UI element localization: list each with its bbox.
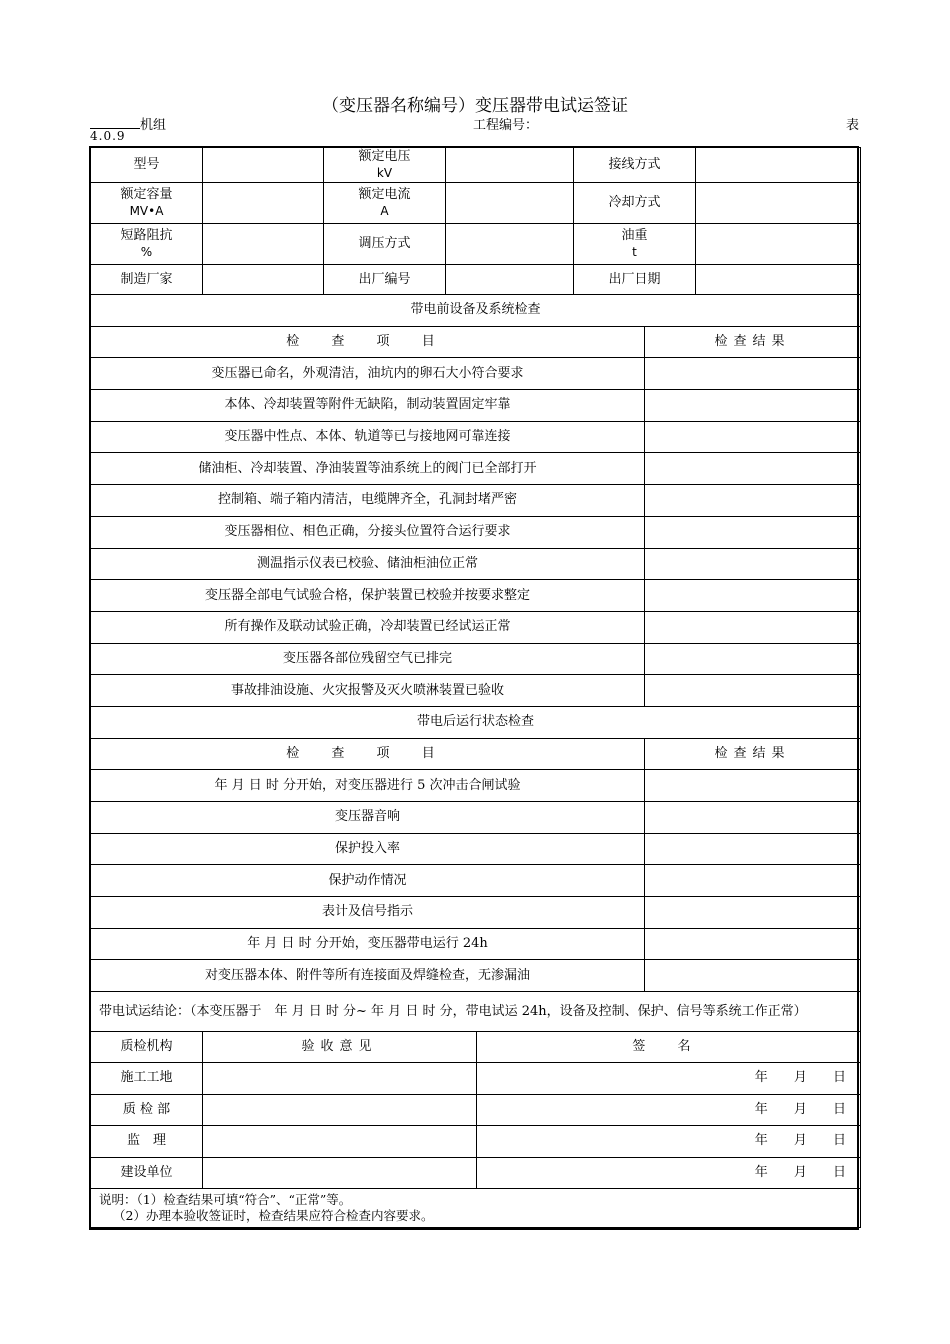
check-item: 变压器已命名，外观清洁，油坑内的卵石大小符合要求: [91, 358, 645, 390]
org-name: 施工工地: [91, 1063, 203, 1095]
sign-date[interactable]: 年 月 日: [477, 1063, 861, 1095]
check-item: 所有操作及联动试验正确，冷却装置已经试运正常: [91, 611, 645, 643]
check-result[interactable]: [645, 548, 861, 580]
check-item: 变压器相位、相色正确，分接头位置符合运行要求: [91, 516, 645, 548]
oil-weight-label: 油重 t: [574, 224, 696, 265]
table-row: [91, 390, 861, 422]
table-row: [91, 833, 861, 865]
notes: [91, 1189, 861, 1228]
spec-row: [91, 265, 861, 295]
check-result[interactable]: [645, 358, 861, 390]
table-row: [91, 865, 861, 897]
col-org: 质检机构: [91, 1031, 203, 1063]
note-line-2: （2）办理本验收签证时，检查结果应符合检查内容要求。: [113, 1208, 434, 1223]
check-result[interactable]: [645, 802, 861, 834]
check-item: 储油柜、冷却装置、净油装置等油系统上的阀门已全部打开: [91, 453, 645, 485]
serial-no-value: [446, 265, 574, 295]
short-circuit-value: [203, 224, 324, 265]
rated-voltage-value: [446, 148, 574, 183]
mfg-date-value: [696, 265, 861, 295]
check-result[interactable]: [645, 611, 861, 643]
check-item: 变压器音响: [91, 802, 645, 834]
table-row: [91, 770, 861, 802]
table-row: [91, 485, 861, 517]
table-row: [91, 611, 861, 643]
table-label: 表: [846, 118, 860, 133]
short-circuit-label: 短路阻抗 %: [91, 224, 203, 265]
opinion-cell[interactable]: [203, 1157, 477, 1189]
wiring-value: [696, 148, 861, 183]
page-title: （变压器名称编号）变压器带电试运签证: [322, 96, 628, 116]
table-number: 4.0.9: [90, 129, 126, 143]
check-item: 保护投入率: [91, 833, 645, 865]
check-result[interactable]: [645, 833, 861, 865]
table-row: [91, 421, 861, 453]
table-row: [91, 358, 861, 390]
wiring-label: 接线方式: [574, 148, 696, 183]
check-result[interactable]: [645, 960, 861, 992]
pre-col-item: 检 查 项 目: [91, 326, 645, 358]
table-row: [91, 1126, 861, 1158]
sign-date[interactable]: 年 月 日: [477, 1094, 861, 1126]
spec-row: [91, 224, 861, 265]
check-result[interactable]: [645, 770, 861, 802]
spec-row: [91, 148, 861, 183]
opinion-cell[interactable]: [203, 1094, 477, 1126]
check-result[interactable]: [645, 516, 861, 548]
check-item: 事故排油设施、火灾报警及灭火喷淋装置已验收: [91, 675, 645, 707]
check-result[interactable]: [645, 643, 861, 675]
check-table: [90, 294, 861, 992]
post-check-title: 带电后运行状态检查: [91, 706, 861, 738]
voltage-reg-label: 调压方式: [324, 224, 446, 265]
check-item: 年 月 日 时 分开始，变压器带电运行 24h: [91, 928, 645, 960]
check-result[interactable]: [645, 390, 861, 422]
post-col-item: 检 查 项 目: [91, 738, 645, 770]
table-row: [91, 928, 861, 960]
table-row: [91, 897, 861, 929]
check-item: 对变压器本体、附件等所有连接面及焊缝检查，无渗漏油: [91, 960, 645, 992]
org-name: 监 理: [91, 1126, 203, 1158]
check-result[interactable]: [645, 675, 861, 707]
org-name: 质 检 部: [91, 1094, 203, 1126]
check-item: 本体、冷却装置等附件无缺陷，制动装置固定牢靠: [91, 390, 645, 422]
sign-date[interactable]: 年 月 日: [477, 1126, 861, 1158]
table-row: [91, 960, 861, 992]
post-col-result: 检查结果: [645, 738, 861, 770]
conclusion-text: 带电试运结论：（本变压器于 年 月 日 时 分~ 年 月 日 时 分，带电试运 24h，设备及控制、保护、信号等系统工作正常）: [91, 992, 861, 1032]
voltage-reg-value: [446, 224, 574, 265]
table-row: [91, 453, 861, 485]
opinion-cell[interactable]: [203, 1063, 477, 1095]
pre-check-title: 带电前设备及系统检查: [91, 295, 861, 327]
check-item: 保护动作情况: [91, 865, 645, 897]
check-item: 测温指示仪表已校验、储油柜油位正常: [91, 548, 645, 580]
model-label: 型号: [91, 148, 203, 183]
table-row: [91, 580, 861, 612]
col-opinion: 验收意见: [203, 1031, 477, 1063]
check-result[interactable]: [645, 421, 861, 453]
rated-capacity-label: 额定容量 MV•A: [91, 183, 203, 224]
check-result[interactable]: [645, 580, 861, 612]
rated-current-label: 额定电流 A: [324, 183, 446, 224]
unit-label: 机组: [140, 118, 167, 133]
unit-blank: [90, 116, 140, 129]
cooling-value: [696, 183, 861, 224]
opinion-cell[interactable]: [203, 1126, 477, 1158]
cooling-label: 冷却方式: [574, 183, 696, 224]
mfg-date-label: 出厂日期: [574, 265, 696, 295]
table-row: [91, 1094, 861, 1126]
model-value: [203, 148, 324, 183]
table-row: [91, 516, 861, 548]
check-result[interactable]: [645, 897, 861, 929]
table-row: [91, 548, 861, 580]
manufacturer-value: [203, 265, 324, 295]
sign-date[interactable]: 年 月 日: [477, 1157, 861, 1189]
check-item: 控制箱、端子箱内清洁，电缆牌齐全，孔洞封堵严密: [91, 485, 645, 517]
table-row: [91, 675, 861, 707]
table-row: [91, 1157, 861, 1189]
project-no-label: 工程编号：: [473, 118, 539, 133]
check-result[interactable]: [645, 453, 861, 485]
table-row: [91, 643, 861, 675]
table-row: [91, 1063, 861, 1095]
serial-no-label: 出厂编号: [324, 265, 446, 295]
check-item: 变压器各部位残留空气已排完: [91, 643, 645, 675]
note-line-1: 说明：（1）检查结果可填“符合”、“正常”等。: [99, 1192, 352, 1207]
signoff-table: [90, 991, 861, 1228]
rated-voltage-label: 额定电压 kV: [324, 148, 446, 183]
col-sign: 签 名: [477, 1031, 861, 1063]
check-item: 表计及信号指示: [91, 897, 645, 929]
org-name: 建设单位: [91, 1157, 203, 1189]
rated-current-value: [446, 183, 574, 224]
oil-weight-value: [696, 224, 861, 265]
spec-table: [90, 147, 861, 295]
manufacturer-label: 制造厂家: [91, 265, 203, 295]
check-result[interactable]: [645, 865, 861, 897]
spec-row: [91, 183, 861, 224]
rated-capacity-value: [203, 183, 324, 224]
check-result[interactable]: [645, 928, 861, 960]
table-row: [91, 802, 861, 834]
check-item: 变压器全部电气试验合格，保护装置已校验并按要求整定: [91, 580, 645, 612]
check-item: 变压器中性点、本体、轨道等已与接地网可靠连接: [91, 421, 645, 453]
check-result[interactable]: [645, 485, 861, 517]
check-item: 年 月 日 时 分开始，对变压器进行 5 次冲击合闸试验: [91, 770, 645, 802]
pre-col-result: 检查结果: [645, 326, 861, 358]
